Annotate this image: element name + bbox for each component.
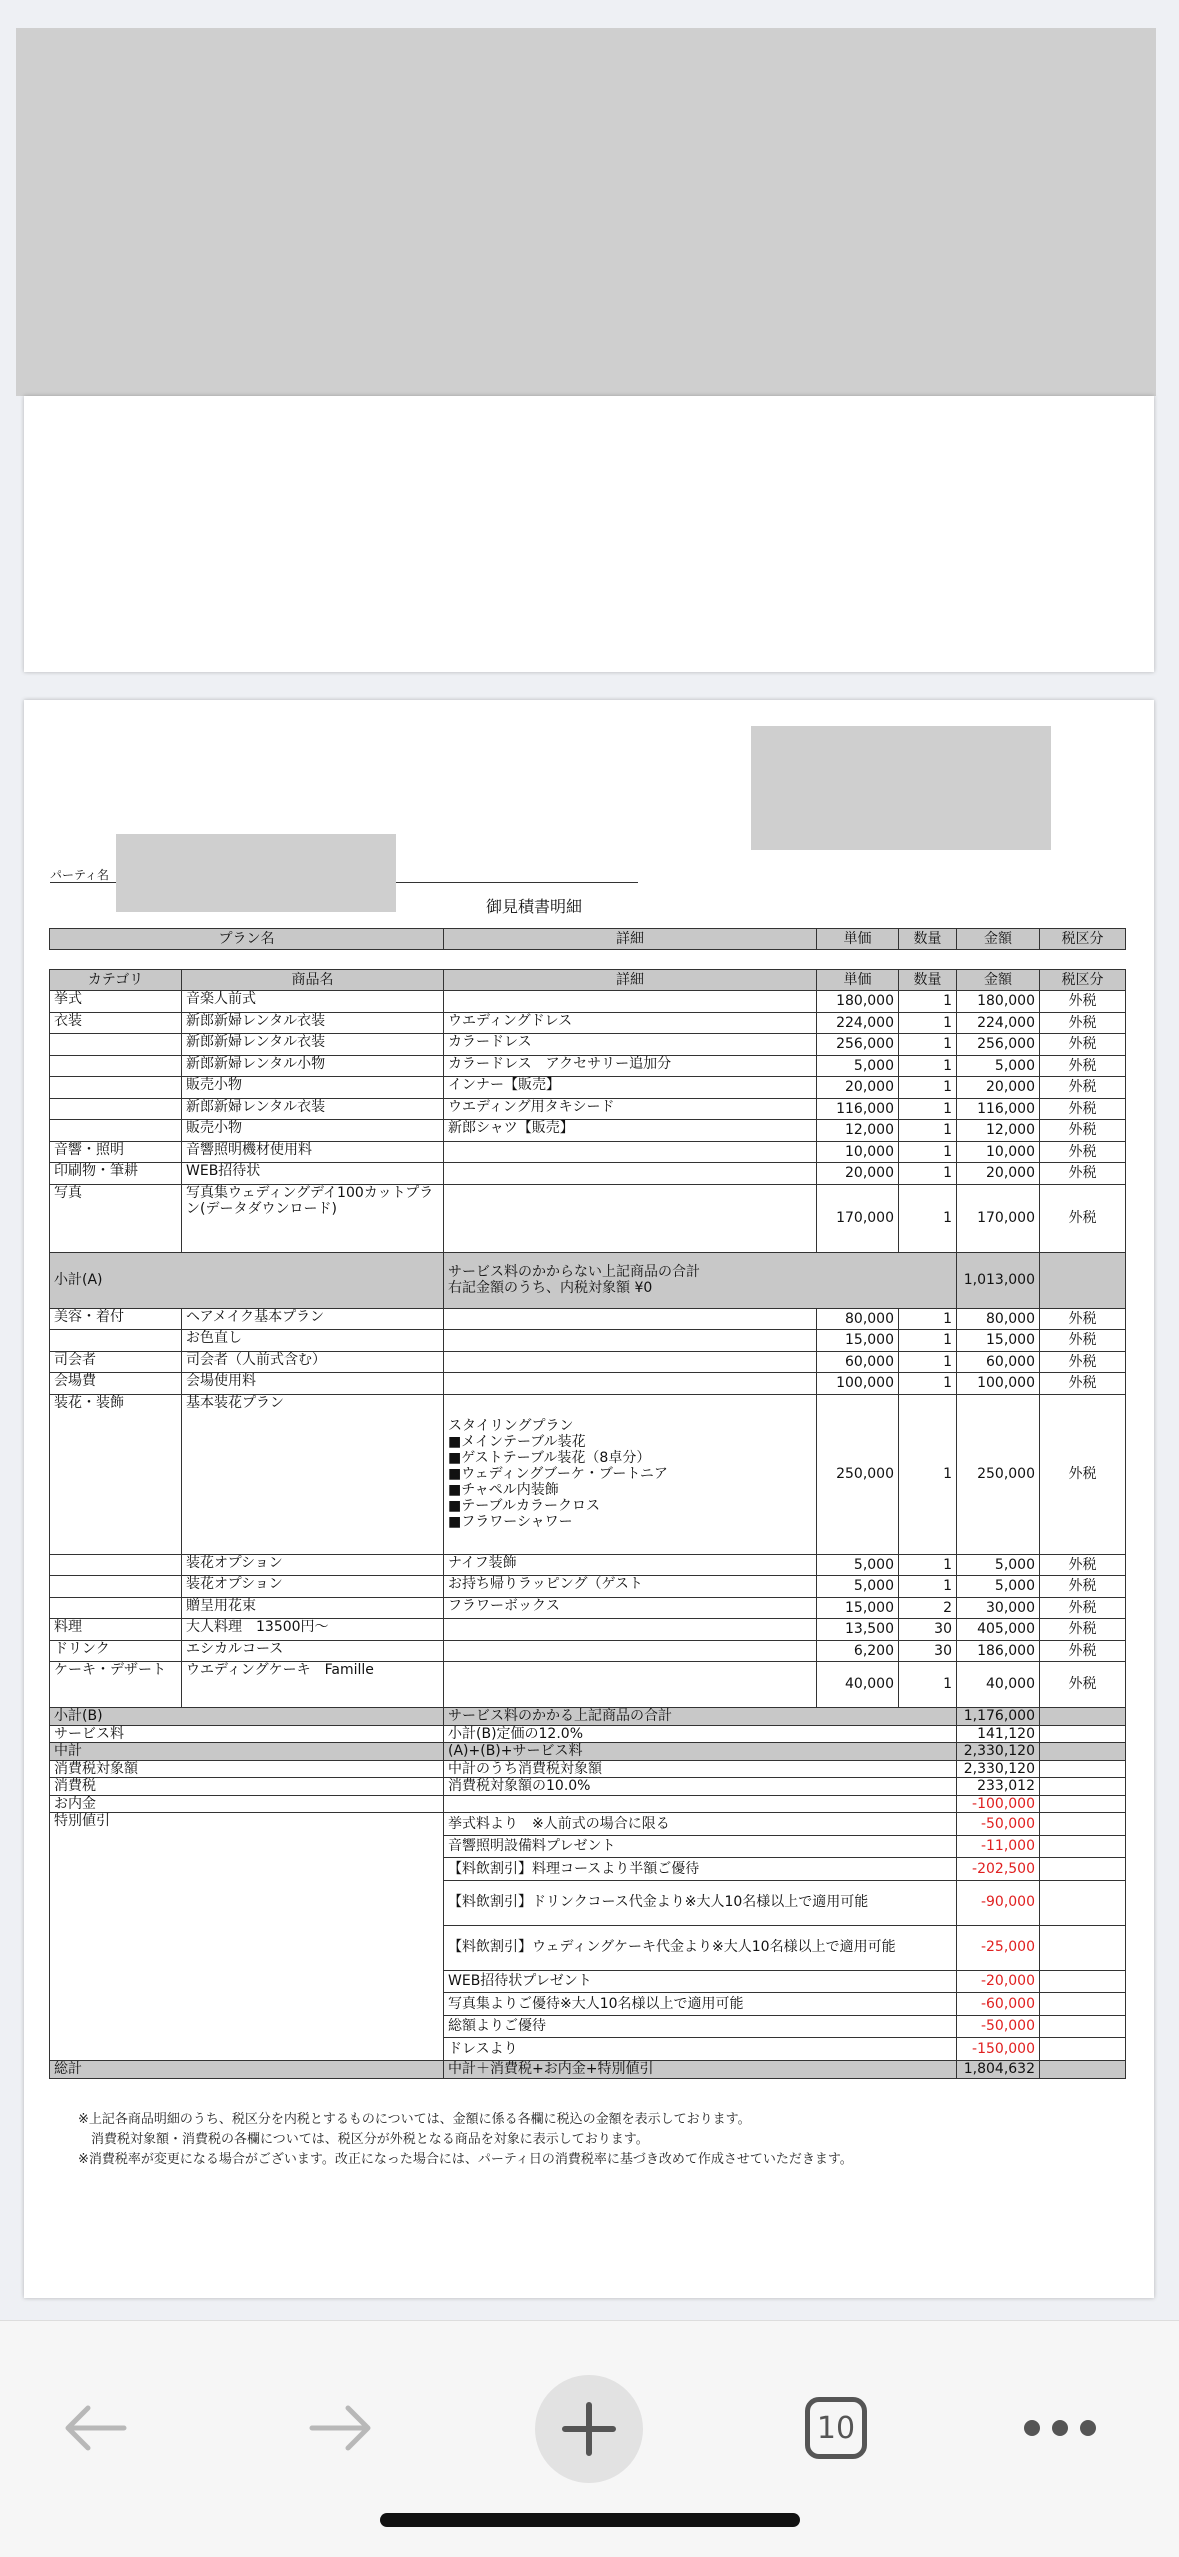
discount-tax [1040, 1970, 1126, 1993]
table-row [50, 1597, 1126, 1619]
detail-cell: インナー【販売】 [444, 1077, 817, 1099]
quantity-cell: 30 [899, 1640, 957, 1662]
discount-detail: ドレスより [444, 2038, 957, 2061]
arrow-left-icon [60, 2403, 130, 2453]
product-cell: お色直し [182, 1330, 444, 1352]
tax-type-header: 税区分 [1040, 970, 1126, 991]
grand-total-row [50, 2060, 1126, 2078]
amount-cell: 100,000 [957, 1373, 1040, 1395]
summary-detail: サービス料のかかる上記商品の合計 [444, 1708, 957, 1726]
tax-type-cell: 外税 [1040, 1034, 1126, 1056]
tax-type-cell: 外税 [1040, 1597, 1126, 1619]
discount-tax [1040, 1858, 1126, 1881]
detail-cell [444, 1163, 817, 1185]
category-cell: 写真 [50, 1184, 182, 1252]
category-cell: 音響・照明 [50, 1141, 182, 1163]
summary-tax [1040, 1743, 1126, 1761]
tax-type-cell: 外税 [1040, 1576, 1126, 1598]
amount-cell: 186,000 [957, 1640, 1040, 1662]
summary-row [50, 1778, 1126, 1796]
summary-row [50, 1725, 1126, 1743]
unit-price-cell: 12,000 [817, 1120, 899, 1142]
unit-price-header: 単価 [817, 970, 899, 991]
discount-tax [1040, 1880, 1126, 1925]
quantity-cell: 1 [899, 1576, 957, 1598]
quantity-cell: 1 [899, 1120, 957, 1142]
tax-type-cell: 外税 [1040, 1120, 1126, 1142]
product-cell: 音響照明機材使用料 [182, 1141, 444, 1163]
summary-detail [444, 1795, 957, 1813]
amount-cell: 5,000 [957, 1055, 1040, 1077]
tax-type-cell: 外税 [1040, 1394, 1126, 1554]
unit-price-cell: 5,000 [817, 1554, 899, 1576]
category-header: カテゴリ [50, 970, 182, 991]
unit-price-cell: 5,000 [817, 1576, 899, 1598]
unit-price-header: 単価 [817, 929, 899, 950]
footnotes [78, 2110, 853, 2170]
redacted-party-name [116, 834, 396, 912]
quantity-cell: 1 [899, 1394, 957, 1554]
summary-amount: 233,012 [957, 1778, 1040, 1796]
subtotal-a-tax [1040, 1252, 1126, 1308]
detail-cell [444, 1184, 817, 1252]
quantity-cell: 1 [899, 1098, 957, 1120]
table-row [50, 1120, 1126, 1142]
unit-price-cell: 13,500 [817, 1619, 899, 1641]
category-cell [50, 1034, 182, 1056]
unit-price-cell: 180,000 [817, 991, 899, 1013]
discount-tax [1040, 2015, 1126, 2038]
detail-cell [444, 1351, 817, 1373]
unit-price-cell: 60,000 [817, 1351, 899, 1373]
product-cell: 新郎新婦レンタル衣装 [182, 1034, 444, 1056]
more-button[interactable] [1015, 2383, 1105, 2473]
document-title: 御見積書明細 [486, 897, 583, 916]
summary-label: 小計(B) [50, 1708, 444, 1726]
detail-cell [444, 1662, 817, 1708]
tax-type-cell: 外税 [1040, 1077, 1126, 1099]
product-cell: 写真集ウェディングデイ100カットプラン(データダウンロード) [182, 1184, 444, 1252]
product-header: 商品名 [182, 970, 444, 991]
footnote-line: ※上記各商品明細のうち、税区分を内税とするものについては、金額に係る各欄に税込の金額を表示しております。 [78, 2112, 751, 2127]
flower-detail-line: ■フラワーシャワー [448, 1514, 573, 1531]
discount-tax [1040, 1925, 1126, 1970]
quantity-cell: 1 [899, 1554, 957, 1576]
subtotal-a-row [50, 1252, 1126, 1308]
product-cell: 司会者（人前式含む） [182, 1351, 444, 1373]
product-cell: 装花オプション [182, 1576, 444, 1598]
subtotal-a-label: 小計(A) [50, 1252, 444, 1308]
table-row [50, 1141, 1126, 1163]
total-detail: 中計＋消費税+お内金+特別値引 [444, 2060, 957, 2078]
summary-detail: 中計のうち消費税対象額 [444, 1760, 957, 1778]
discount-amount: -50,000 [957, 2015, 1040, 2038]
detail-cell: 新郎シャツ【販売】 [444, 1120, 817, 1142]
discount-detail: 【料飲割引】ドリンクコース代金より※大人10名様以上で適用可能 [444, 1880, 957, 1925]
product-cell: 販売小物 [182, 1120, 444, 1142]
product-cell: 装花オプション [182, 1554, 444, 1576]
detail-cell: カラードレス [444, 1034, 817, 1056]
category-cell [50, 1055, 182, 1077]
flower-detail-line: ■ゲストテーブル装花（8卓分） [448, 1449, 651, 1466]
tax-type-cell: 外税 [1040, 991, 1126, 1013]
discount-tax [1040, 1835, 1126, 1858]
discount-tax [1040, 1813, 1126, 1836]
category-cell: ドリンク [50, 1640, 182, 1662]
total-tax [1040, 2060, 1126, 2078]
subtotal-a-detail [444, 1252, 957, 1308]
quantity-cell: 1 [899, 1330, 957, 1352]
category-cell: 装花・装飾 [50, 1394, 182, 1554]
product-cell: 新郎新婦レンタル小物 [182, 1055, 444, 1077]
party-label: パーティ名 [50, 868, 110, 882]
tabs-button[interactable] [791, 2383, 881, 2473]
quantity-cell: 1 [899, 1662, 957, 1708]
detail-cell [444, 991, 817, 1013]
discount-row [50, 1813, 1126, 1836]
amount-cell: 60,000 [957, 1351, 1040, 1373]
tax-type-cell: 外税 [1040, 1619, 1126, 1641]
detail-cell [444, 1619, 817, 1641]
summary-amount: 2,330,120 [957, 1760, 1040, 1778]
cake-row [50, 1662, 1126, 1708]
amount-cell: 256,000 [957, 1034, 1040, 1056]
quantity-cell: 1 [899, 1163, 957, 1185]
discount-amount: -20,000 [957, 1970, 1040, 1993]
summary-detail: 小計(B)定価の12.0% [444, 1725, 957, 1743]
flower-plan-row [50, 1394, 1126, 1554]
discount-amount: -50,000 [957, 1813, 1040, 1836]
unit-price-cell: 80,000 [817, 1308, 899, 1330]
tax-type-cell: 外税 [1040, 1055, 1126, 1077]
product-cell: 会場使用料 [182, 1373, 444, 1395]
summary-tax [1040, 1708, 1126, 1726]
table-row [50, 1184, 1126, 1252]
unit-price-cell: 15,000 [817, 1330, 899, 1352]
unit-price-cell: 40,000 [817, 1662, 899, 1708]
tax-type-cell: 外税 [1040, 1098, 1126, 1120]
table-row [50, 1012, 1126, 1034]
summary-row [50, 1743, 1126, 1761]
amount-cell: 12,000 [957, 1120, 1040, 1142]
summary-row [50, 1795, 1126, 1813]
tax-type-cell: 外税 [1040, 1184, 1126, 1252]
unit-price-cell: 256,000 [817, 1034, 899, 1056]
unit-price-cell: 20,000 [817, 1163, 899, 1185]
discount-detail: 音響照明設備料プレゼント [444, 1835, 957, 1858]
discount-amount: -25,000 [957, 1925, 1040, 1970]
quantity-cell: 1 [899, 1373, 957, 1395]
tax-type-header: 税区分 [1040, 929, 1126, 950]
detail-cell [444, 1640, 817, 1662]
flower-detail-line: ■チャペル内装飾 [448, 1482, 559, 1499]
product-cell: ウエディングケーキ Famille [182, 1662, 444, 1708]
table-row [50, 1576, 1126, 1598]
table-row [50, 1308, 1126, 1330]
amount-cell: 20,000 [957, 1163, 1040, 1185]
discount-amount: -90,000 [957, 1880, 1040, 1925]
summary-tax [1040, 1795, 1126, 1813]
product-cell: 大人料理 13500円〜 [182, 1619, 444, 1641]
quantity-cell: 1 [899, 1141, 957, 1163]
category-cell [50, 1098, 182, 1120]
ellipsis-icon [1022, 2418, 1098, 2438]
new-tab-button[interactable] [535, 2375, 643, 2483]
unit-price-cell: 20,000 [817, 1077, 899, 1099]
footnote-line: 消費税対象額・消費税の各欄については、税区分が外税となる商品を対象に表示しております。 [78, 2132, 649, 2147]
summary-label: お内金 [50, 1795, 444, 1813]
table-row [50, 1034, 1126, 1056]
amount-cell: 40,000 [957, 1662, 1040, 1708]
discount-detail: 挙式料より ※人前式の場合に限る [444, 1813, 957, 1836]
summary-detail: (A)+(B)+サービス料 [444, 1743, 957, 1761]
detail-cell [444, 1141, 817, 1163]
tax-type-cell: 外税 [1040, 1662, 1126, 1708]
table-row [50, 1055, 1126, 1077]
unit-price-cell: 10,000 [817, 1141, 899, 1163]
summary-tax [1040, 1778, 1126, 1796]
total-label: 総計 [50, 2060, 444, 2078]
discount-detail: 【料飲割引】料理コースより半額ご優待 [444, 1858, 957, 1881]
detail-cell: フラワーボックス [444, 1597, 817, 1619]
back-button[interactable] [50, 2383, 140, 2473]
summary-label: サービス料 [50, 1725, 444, 1743]
summary-amount: 1,176,000 [957, 1708, 1040, 1726]
summary-detail: 消費税対象額の10.0% [444, 1778, 957, 1796]
quantity-cell: 1 [899, 1012, 957, 1034]
discount-tax [1040, 1993, 1126, 2016]
category-cell [50, 1120, 182, 1142]
quantity-cell: 1 [899, 1351, 957, 1373]
flower-detail-line: ■ウェディングブーケ・ブートニア [448, 1465, 668, 1482]
category-cell: 会場費 [50, 1373, 182, 1395]
flower-detail-line: スタイリングプラン [448, 1417, 574, 1434]
table-row [50, 1373, 1126, 1395]
unit-price-cell: 170,000 [817, 1184, 899, 1252]
quantity-cell: 30 [899, 1619, 957, 1641]
arrow-right-icon [306, 2403, 376, 2453]
amount-cell: 170,000 [957, 1184, 1040, 1252]
discount-label: 特別値引 [50, 1813, 444, 2061]
tax-type-cell: 外税 [1040, 1330, 1126, 1352]
summary-amount: -100,000 [957, 1795, 1040, 1813]
unit-price-cell: 15,000 [817, 1597, 899, 1619]
amount-cell: 10,000 [957, 1141, 1040, 1163]
category-cell: ケーキ・デザート [50, 1662, 182, 1708]
discount-detail: WEB招待状プレゼント [444, 1970, 957, 1993]
category-cell [50, 1597, 182, 1619]
unit-price-cell: 6,200 [817, 1640, 899, 1662]
flower-detail-cell [444, 1394, 817, 1554]
amount-cell: 180,000 [957, 991, 1040, 1013]
quantity-cell: 1 [899, 1055, 957, 1077]
category-cell: 料理 [50, 1619, 182, 1641]
tab-count: 10 [816, 2410, 856, 2446]
discount-detail: 総額よりご優待 [444, 2015, 957, 2038]
quantity-cell: 2 [899, 1597, 957, 1619]
category-cell [50, 1576, 182, 1598]
summary-amount: 141,120 [957, 1725, 1040, 1743]
amount-cell: 80,000 [957, 1308, 1040, 1330]
amount-header: 金額 [957, 970, 1040, 991]
product-cell: エシカルコース [182, 1640, 444, 1662]
unit-price-cell: 250,000 [817, 1394, 899, 1554]
redacted-header [16, 28, 1156, 396]
table-row [50, 1098, 1126, 1120]
unit-price-cell: 116,000 [817, 1098, 899, 1120]
detail-cell [444, 1373, 817, 1395]
item-header-row [50, 970, 1126, 991]
summary-label: 消費税 [50, 1778, 444, 1796]
subtotal-a-detail-line: サービス料のかからない上記商品の合計 [448, 1263, 700, 1280]
tax-type-cell: 外税 [1040, 1163, 1126, 1185]
forward-button[interactable] [296, 2383, 386, 2473]
category-cell: 印刷物・筆耕 [50, 1163, 182, 1185]
detail-cell [444, 1308, 817, 1330]
category-cell: 衣装 [50, 1012, 182, 1034]
discount-detail: 写真集よりご優待※大人10名様以上で適用可能 [444, 1993, 957, 2016]
redacted-logo [751, 726, 1051, 850]
discount-detail: 【料飲割引】ウェディングケーキ代金より※大人10名様以上で適用可能 [444, 1925, 957, 1970]
category-cell [50, 1330, 182, 1352]
amount-cell: 30,000 [957, 1597, 1040, 1619]
summary-label: 中計 [50, 1743, 444, 1761]
product-cell: WEB招待状 [182, 1163, 444, 1185]
tab-count-badge [805, 2397, 867, 2459]
product-cell: 新郎新婦レンタル衣装 [182, 1098, 444, 1120]
footnote-line: ※消費税率が変更になる場合がございます。改正になった場合には、パーティ日の消費税率に基づき改めて作成させていただきます。 [78, 2152, 853, 2167]
discount-amount: -202,500 [957, 1858, 1040, 1881]
estimate-table [49, 928, 1126, 2079]
table-row [50, 1640, 1126, 1662]
amount-header: 金額 [957, 929, 1040, 950]
product-cell: ヘアメイク基本プラン [182, 1308, 444, 1330]
quantity-cell: 1 [899, 1077, 957, 1099]
table-row [50, 1330, 1126, 1352]
quantity-cell: 1 [899, 1308, 957, 1330]
summary-amount: 2,330,120 [957, 1743, 1040, 1761]
category-cell: 挙式 [50, 991, 182, 1013]
category-cell: 司会者 [50, 1351, 182, 1373]
tax-type-cell: 外税 [1040, 1554, 1126, 1576]
tax-type-cell: 外税 [1040, 1373, 1126, 1395]
product-cell: 音楽人前式 [182, 991, 444, 1013]
discount-tax [1040, 2038, 1126, 2061]
summary-row [50, 1760, 1126, 1778]
subtotal-a-amount: 1,013,000 [957, 1252, 1040, 1308]
discount-amount: -150,000 [957, 2038, 1040, 2061]
detail-header: 詳細 [444, 970, 817, 991]
tax-type-cell: 外税 [1040, 1308, 1126, 1330]
plan-header-row [50, 929, 1126, 950]
amount-cell: 20,000 [957, 1077, 1040, 1099]
summary-tax [1040, 1760, 1126, 1778]
plus-icon [561, 2401, 617, 2457]
summary-row [50, 1708, 1126, 1726]
quantity-cell: 1 [899, 1184, 957, 1252]
detail-cell: ウエディングドレス [444, 1012, 817, 1034]
product-cell: 新郎新婦レンタル衣装 [182, 1012, 444, 1034]
discount-amount: -11,000 [957, 1835, 1040, 1858]
discount-amount: -60,000 [957, 1993, 1040, 2016]
quantity-cell: 1 [899, 991, 957, 1013]
tax-type-cell: 外税 [1040, 1351, 1126, 1373]
quantity-header: 数量 [899, 970, 957, 991]
table-row [50, 991, 1126, 1013]
quantity-cell: 1 [899, 1034, 957, 1056]
table-row [50, 1554, 1126, 1576]
category-cell [50, 1077, 182, 1099]
home-indicator [380, 2513, 800, 2527]
detail-cell: ナイフ装飾 [444, 1554, 817, 1576]
amount-cell: 250,000 [957, 1394, 1040, 1554]
plan-name-header: プラン名 [50, 929, 444, 950]
amount-cell: 5,000 [957, 1576, 1040, 1598]
page-1 [24, 396, 1154, 672]
product-cell: 販売小物 [182, 1077, 444, 1099]
tax-type-cell: 外税 [1040, 1640, 1126, 1662]
unit-price-cell: 224,000 [817, 1012, 899, 1034]
product-cell: 贈呈用花束 [182, 1597, 444, 1619]
table-row [50, 1077, 1126, 1099]
tax-type-cell: 外税 [1040, 1141, 1126, 1163]
amount-cell: 116,000 [957, 1098, 1040, 1120]
product-cell: 基本装花プラン [182, 1394, 444, 1554]
amount-cell: 15,000 [957, 1330, 1040, 1352]
unit-price-cell: 5,000 [817, 1055, 899, 1077]
detail-cell: カラードレス アクセサリー追加分 [444, 1055, 817, 1077]
category-cell: 美容・着付 [50, 1308, 182, 1330]
detail-cell [444, 1330, 817, 1352]
table-row [50, 1163, 1126, 1185]
flower-detail-line: ■テーブルカラークロス [448, 1498, 600, 1515]
flower-detail-line: ■メインテーブル装花 [448, 1433, 586, 1450]
table-row [50, 1351, 1126, 1373]
detail-cell: ウエディング用タキシード [444, 1098, 817, 1120]
summary-tax [1040, 1725, 1126, 1743]
subtotal-a-detail-line: 右記金額のうち、内税対象額 ¥0 [448, 1280, 653, 1296]
detail-header: 詳細 [444, 929, 817, 950]
quantity-header: 数量 [899, 929, 957, 950]
category-cell [50, 1554, 182, 1576]
tax-type-cell: 外税 [1040, 1012, 1126, 1034]
detail-cell: お持ち帰りラッピング（ゲスト [444, 1576, 817, 1598]
amount-cell: 5,000 [957, 1554, 1040, 1576]
table-row [50, 1619, 1126, 1641]
total-amount: 1,804,632 [957, 2060, 1040, 2078]
unit-price-cell: 100,000 [817, 1373, 899, 1395]
amount-cell: 224,000 [957, 1012, 1040, 1034]
amount-cell: 405,000 [957, 1619, 1040, 1641]
summary-label: 消費税対象額 [50, 1760, 444, 1778]
